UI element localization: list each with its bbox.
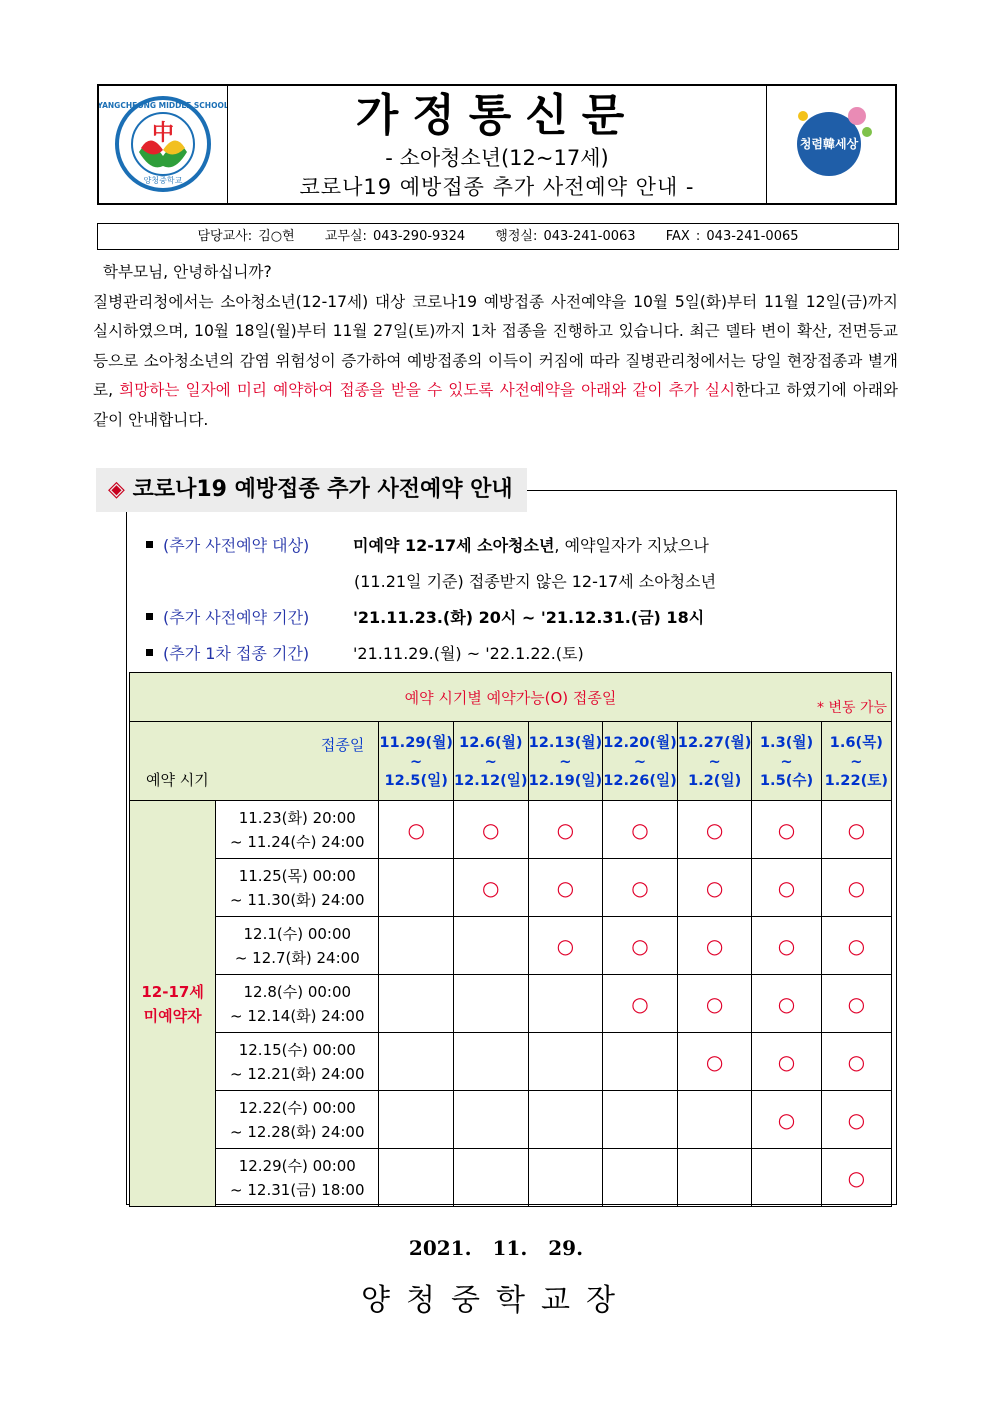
availability-cell xyxy=(528,859,603,917)
period-end: ~ 12.7(화) 24:00 xyxy=(234,948,360,967)
section-title xyxy=(96,468,527,512)
column-tilde: ~ xyxy=(484,752,497,770)
period-start: 12.1(수) 00:00 xyxy=(243,924,352,943)
table-row xyxy=(130,1149,892,1207)
diamond-icon: ◈ xyxy=(108,477,125,502)
group-label xyxy=(130,801,216,1207)
column-tilde: ~ xyxy=(708,752,721,770)
booking-period xyxy=(216,1033,379,1091)
availability-cell xyxy=(821,1033,891,1091)
availability-cell xyxy=(453,1149,528,1207)
available-mark-icon: ○ xyxy=(631,875,649,900)
column-from: 12.13(월) xyxy=(528,733,603,751)
list-item xyxy=(146,636,716,672)
integrity-logo-cell xyxy=(766,86,895,203)
subtitle-age: - 소아청소년(12~17세) xyxy=(385,146,609,170)
list-item xyxy=(146,600,716,636)
column-to: 1.2(일) xyxy=(687,771,742,789)
booking-period xyxy=(216,801,379,859)
list-item xyxy=(146,528,716,564)
booking-period xyxy=(216,1091,379,1149)
availability-cell xyxy=(752,975,821,1033)
column-header xyxy=(603,722,678,801)
school-logo xyxy=(99,86,227,203)
greeting-text: 학부모님, 안녕하십니까? xyxy=(102,263,272,281)
available-mark-icon: ○ xyxy=(631,933,649,958)
available-mark-icon: ○ xyxy=(847,1049,866,1074)
period-end: ~ 11.30(화) 24:00 xyxy=(230,890,365,909)
column-from: 1.6(목) xyxy=(829,733,883,751)
body-text-b: 한다고 하였기에 아래와 같이 안내합니다. xyxy=(93,381,898,429)
availability-cell xyxy=(677,1033,752,1091)
availability-cell xyxy=(528,975,603,1033)
available-mark-icon: ○ xyxy=(777,933,796,958)
availability-cell xyxy=(453,917,528,975)
booking-period xyxy=(216,859,379,917)
column-tilde: ~ xyxy=(850,752,863,770)
available-mark-icon: ○ xyxy=(847,1107,866,1132)
item-label: (추가 1차 접종 기간) xyxy=(163,644,310,663)
contact-admin: 행정실: 043-241-0063 xyxy=(495,229,636,244)
letter-body xyxy=(93,258,898,435)
availability-cell xyxy=(379,975,454,1033)
period-end: ~ 12.28(화) 24:00 xyxy=(230,1122,365,1141)
period-start: 12.22(수) 00:00 xyxy=(238,1098,356,1117)
availability-cell xyxy=(677,801,752,859)
contact-fax: FAX : 043-241-0065 xyxy=(665,229,799,244)
table-row xyxy=(130,801,892,859)
available-mark-icon: ○ xyxy=(407,817,425,842)
school-logo-mark: 中 xyxy=(151,121,175,146)
availability-cell xyxy=(379,801,454,859)
header-box xyxy=(97,84,897,205)
item-label: (추가 사전예약 기간) xyxy=(163,608,310,627)
booking-period xyxy=(216,917,379,975)
table-band xyxy=(130,673,892,722)
available-mark-icon: ○ xyxy=(777,1107,796,1132)
availability-cell xyxy=(821,917,891,975)
page-title: 가정통신문 xyxy=(355,90,639,141)
item-value-bold: '21.11.23.(화) 20시 ~ '21.12.31.(금) 18시 xyxy=(353,608,705,627)
availability-cell xyxy=(821,801,891,859)
availability-cell xyxy=(603,801,678,859)
available-mark-icon: ○ xyxy=(705,1049,724,1074)
available-mark-icon: ○ xyxy=(847,817,866,842)
column-from: 12.6(월) xyxy=(459,733,523,751)
availability-cell xyxy=(453,1033,528,1091)
square-bullet-icon xyxy=(146,649,153,656)
availability-cell xyxy=(453,1091,528,1149)
column-to: 1.5(수) xyxy=(759,771,814,789)
body-text-highlight: 희망하는 일자에 미리 예약하여 접종을 받을 수 있도록 사전예약을 아래와 같이 추가 실시 xyxy=(119,381,736,399)
period-end: ~ 12.21(화) 24:00 xyxy=(230,1064,365,1083)
corner-bottom-label: 예약 시기 xyxy=(146,771,209,789)
availability-cell xyxy=(379,1033,454,1091)
table-row xyxy=(130,975,892,1033)
column-header xyxy=(752,722,821,801)
item-value: '21.11.29.(월) ~ '22.1.22.(토) xyxy=(353,644,584,663)
period-start: 11.25(목) 00:00 xyxy=(238,866,356,885)
availability-cell xyxy=(379,917,454,975)
column-tilde: ~ xyxy=(780,752,793,770)
column-to: 12.26(일) xyxy=(603,771,677,789)
column-from: 12.20(월) xyxy=(603,733,677,751)
item-value xyxy=(353,600,704,636)
available-mark-icon: ○ xyxy=(705,991,724,1016)
available-mark-icon: ○ xyxy=(705,933,724,958)
availability-cell xyxy=(528,917,603,975)
available-mark-icon: ○ xyxy=(631,991,649,1016)
column-to: 12.19(일) xyxy=(528,771,603,789)
available-mark-icon: ○ xyxy=(556,817,575,842)
column-header xyxy=(453,722,528,801)
column-to: 1.22(토) xyxy=(824,771,889,789)
available-mark-icon: ○ xyxy=(705,817,724,842)
period-start: 11.23(화) 20:00 xyxy=(238,808,356,827)
availability-cell xyxy=(821,1091,891,1149)
section-title-text: 코로나19 예방접종 추가 사전예약 안내 xyxy=(132,477,513,502)
contact-bar xyxy=(97,223,899,250)
subtitle-topic: 코로나19 예방접종 추가 사전예약 안내 - xyxy=(299,175,695,199)
availability-cell xyxy=(677,1091,752,1149)
availability-cell xyxy=(603,1091,678,1149)
table-header-row xyxy=(130,722,892,801)
availability-cell xyxy=(528,1149,603,1207)
period-start: 12.29(수) 00:00 xyxy=(238,1156,356,1175)
contact-office: 교무실: 043-290-9324 xyxy=(324,229,466,244)
corner-top-label: 접종일 xyxy=(320,736,365,754)
booking-period xyxy=(216,1149,379,1207)
body-text-a: 질병관리청에서는 소아청소년(12-17세) 대상 코로나19 예방접종 사전예약을 10월 5일(화)부터 11월 12일(금)까지 실시하였으며, 10월 18일(월)부터 11월 27일(토)까지 1차 접종을 진행하고 있습니다. 최근 델타 변이 확산, 전면등교 등으로 소아청소년의 감염 위험성이 증가하여 예방접종의 이득이 커짐에 따라 질병관리청에서는 당일 현장접종과 별개로, xyxy=(93,292,898,399)
availability-cell xyxy=(603,1033,678,1091)
available-mark-icon: ○ xyxy=(777,817,796,842)
available-mark-icon: ○ xyxy=(777,875,796,900)
column-from: 1.3(월) xyxy=(759,733,814,751)
availability-cell xyxy=(379,1149,454,1207)
availability-cell xyxy=(677,917,752,975)
availability-cell xyxy=(752,1149,821,1207)
group-label-age: 12-17세 xyxy=(141,982,204,1001)
period-start: 12.8(수) 00:00 xyxy=(243,982,352,1001)
available-mark-icon: ○ xyxy=(847,991,866,1016)
availability-cell xyxy=(677,975,752,1033)
availability-cell xyxy=(752,1033,821,1091)
available-mark-icon: ○ xyxy=(556,933,575,958)
table-band-note: * 변동 가능 xyxy=(817,700,887,716)
issue-date: 2021. 11. 29. xyxy=(408,1236,584,1260)
available-mark-icon: ○ xyxy=(847,875,866,900)
table-row xyxy=(130,917,892,975)
availability-cell xyxy=(379,1091,454,1149)
available-mark-icon: ○ xyxy=(631,817,649,842)
integrity-logo xyxy=(767,86,895,203)
availability-cell xyxy=(752,859,821,917)
item-value xyxy=(353,528,709,564)
signature: 양청중학교장 xyxy=(361,1283,631,1318)
available-mark-icon: ○ xyxy=(777,1049,796,1074)
integrity-logo-text: 청렴韓세상 xyxy=(799,137,859,151)
schedule-table xyxy=(129,672,892,1207)
booking-period xyxy=(216,975,379,1033)
available-mark-icon: ○ xyxy=(777,991,796,1016)
school-logo-name: 양청중학교 xyxy=(143,176,183,185)
availability-cell xyxy=(528,1033,603,1091)
availability-cell xyxy=(603,975,678,1033)
school-logo-cell xyxy=(99,86,228,203)
contact-teacher: 담당교사: 김○현 xyxy=(197,229,295,244)
period-end: ~ 12.31(금) 18:00 xyxy=(230,1180,365,1199)
column-to: 12.5(일) xyxy=(384,771,448,789)
column-to: 12.12(일) xyxy=(453,771,528,789)
table-band-title: 예약 시기별 예약가능(O) 접종일 xyxy=(404,688,617,707)
availability-cell xyxy=(528,801,603,859)
table-row xyxy=(130,1091,892,1149)
available-mark-icon: ○ xyxy=(556,875,575,900)
availability-cell xyxy=(752,801,821,859)
table-row xyxy=(130,1033,892,1091)
availability-cell xyxy=(677,859,752,917)
availability-cell xyxy=(677,1149,752,1207)
item-value-rest: , 예약일자가 지났으나 xyxy=(554,536,709,555)
available-mark-icon: ○ xyxy=(482,817,500,842)
body-paragraph xyxy=(93,288,898,436)
column-tilde: ~ xyxy=(410,752,423,770)
column-header xyxy=(821,722,891,801)
available-mark-icon: ○ xyxy=(705,875,724,900)
availability-cell xyxy=(821,859,891,917)
availability-cell xyxy=(453,859,528,917)
availability-cell xyxy=(821,975,891,1033)
column-header xyxy=(379,722,454,801)
available-mark-icon: ○ xyxy=(847,1165,866,1190)
period-end: ~ 12.14(화) 24:00 xyxy=(230,1006,365,1025)
availability-cell xyxy=(752,1091,821,1149)
column-header xyxy=(528,722,603,801)
item-label: (추가 사전예약 대상) xyxy=(163,536,310,555)
period-end: ~ 11.24(수) 24:00 xyxy=(230,832,365,851)
column-from: 12.27(월) xyxy=(677,733,752,751)
available-mark-icon: ○ xyxy=(482,875,500,900)
info-list xyxy=(146,528,716,672)
availability-cell xyxy=(379,859,454,917)
period-start: 12.15(수) 00:00 xyxy=(238,1040,356,1059)
availability-cell xyxy=(603,917,678,975)
availability-cell xyxy=(528,1091,603,1149)
item-value-bold: 미예약 12-17세 소아청소년 xyxy=(353,536,555,555)
availability-cell xyxy=(453,801,528,859)
column-tilde: ~ xyxy=(559,752,572,770)
availability-cell xyxy=(603,1149,678,1207)
table-corner xyxy=(130,722,379,801)
school-logo-text: YANGCHEONG MIDDLE SCHOOL xyxy=(99,101,227,110)
group-label-status: 미예약자 xyxy=(143,1006,202,1025)
column-header xyxy=(677,722,752,801)
column-from: 11.29(월) xyxy=(379,733,453,751)
table-row xyxy=(130,859,892,917)
list-item-continued: (11.21일 기준) 접종받지 않은 12-17세 소아청소년 xyxy=(354,572,717,591)
column-tilde: ~ xyxy=(633,752,647,770)
header-title-area xyxy=(227,86,767,203)
square-bullet-icon xyxy=(146,613,153,620)
availability-cell xyxy=(453,975,528,1033)
availability-cell xyxy=(821,1149,891,1207)
greeting xyxy=(93,258,898,288)
availability-cell xyxy=(752,917,821,975)
available-mark-icon: ○ xyxy=(847,933,866,958)
availability-cell xyxy=(603,859,678,917)
square-bullet-icon xyxy=(146,541,153,548)
